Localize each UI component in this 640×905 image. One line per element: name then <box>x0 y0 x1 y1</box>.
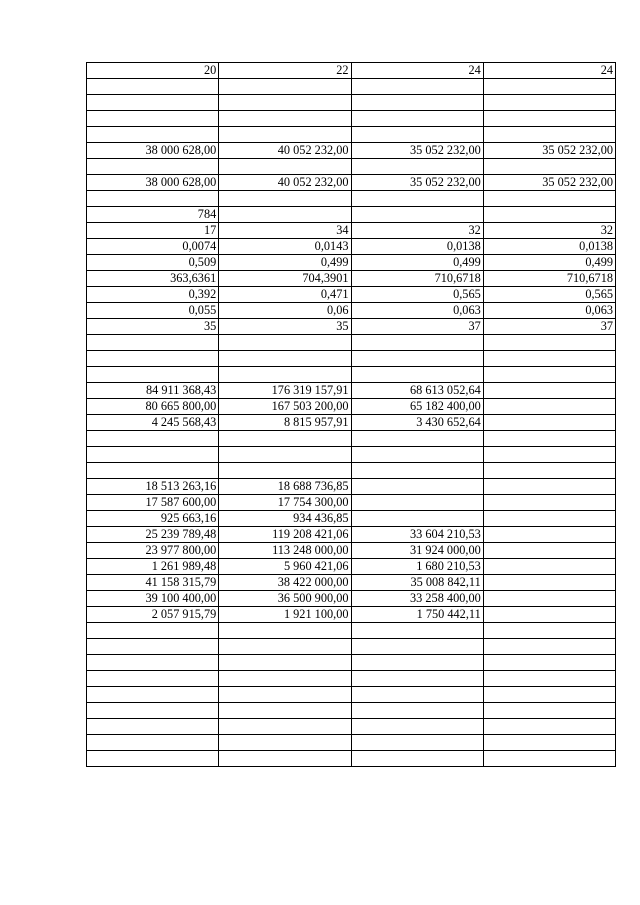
table-cell: 65 182 400,00 <box>351 399 483 415</box>
table-cell: 176 319 157,91 <box>219 383 351 399</box>
table-cell <box>219 95 351 111</box>
table-cell: 17 <box>87 223 219 239</box>
table-row <box>87 719 616 735</box>
table-cell: 0,0138 <box>351 239 483 255</box>
table-cell: 37 <box>351 319 483 335</box>
table-cell <box>483 671 615 687</box>
table-cell <box>483 559 615 575</box>
table-row <box>87 319 616 335</box>
table-cell <box>219 639 351 655</box>
table-cell <box>351 719 483 735</box>
table-cell <box>87 735 219 751</box>
table-row <box>87 527 616 543</box>
table-cell <box>87 79 219 95</box>
table-cell <box>483 703 615 719</box>
table-cell <box>87 127 219 143</box>
table-row <box>87 735 616 751</box>
table-cell: 32 <box>483 223 615 239</box>
table-cell: 24 <box>351 63 483 79</box>
table-cell: 113 248 000,00 <box>219 543 351 559</box>
table-cell: 0,499 <box>219 255 351 271</box>
table-row <box>87 463 616 479</box>
table-cell <box>351 511 483 527</box>
table-cell <box>87 95 219 111</box>
table-cell <box>87 703 219 719</box>
table-cell <box>483 399 615 415</box>
table-cell: 35 052 232,00 <box>483 175 615 191</box>
table-cell <box>219 111 351 127</box>
table-cell <box>219 751 351 767</box>
table-row <box>87 175 616 191</box>
table-row <box>87 239 616 255</box>
table-row <box>87 543 616 559</box>
table-cell <box>483 415 615 431</box>
table-cell <box>483 607 615 623</box>
table-cell <box>219 431 351 447</box>
table-cell <box>483 575 615 591</box>
table-cell <box>219 127 351 143</box>
table-cell: 119 208 421,06 <box>219 527 351 543</box>
table-cell: 925 663,16 <box>87 511 219 527</box>
table-cell: 363,6361 <box>87 271 219 287</box>
table-cell: 36 500 900,00 <box>219 591 351 607</box>
table-row <box>87 591 616 607</box>
table-cell <box>219 351 351 367</box>
table-cell: 8 815 957,91 <box>219 415 351 431</box>
table-cell: 23 977 800,00 <box>87 543 219 559</box>
table-cell <box>219 447 351 463</box>
table-row <box>87 335 616 351</box>
table-row <box>87 559 616 575</box>
table-cell <box>483 751 615 767</box>
table-cell <box>483 351 615 367</box>
table-row <box>87 79 616 95</box>
table-cell <box>87 191 219 207</box>
table-cell <box>351 159 483 175</box>
table-cell: 0,499 <box>483 255 615 271</box>
table-cell <box>87 655 219 671</box>
table-cell <box>483 383 615 399</box>
table-cell: 0,0143 <box>219 239 351 255</box>
table-cell <box>87 335 219 351</box>
table-row <box>87 111 616 127</box>
table-cell <box>351 207 483 223</box>
table-cell <box>351 671 483 687</box>
table-row <box>87 655 616 671</box>
table-cell <box>351 447 483 463</box>
table-cell: 20 <box>87 63 219 79</box>
table-cell: 0,0138 <box>483 239 615 255</box>
table-cell <box>351 351 483 367</box>
table-row <box>87 687 616 703</box>
table-cell <box>87 687 219 703</box>
table-cell <box>219 735 351 751</box>
table-row <box>87 127 616 143</box>
table-cell <box>87 623 219 639</box>
table-row <box>87 367 616 383</box>
table-cell <box>219 79 351 95</box>
table-cell <box>483 463 615 479</box>
table-cell <box>219 623 351 639</box>
table-cell: 1 261 989,48 <box>87 559 219 575</box>
table-cell <box>351 495 483 511</box>
table-cell: 18 513 263,16 <box>87 479 219 495</box>
table-cell <box>219 655 351 671</box>
table-cell <box>87 111 219 127</box>
table-cell: 33 258 400,00 <box>351 591 483 607</box>
table-cell <box>351 687 483 703</box>
table-row <box>87 143 616 159</box>
table-cell: 35 052 232,00 <box>351 175 483 191</box>
table-cell: 4 245 568,43 <box>87 415 219 431</box>
table-cell: 784 <box>87 207 219 223</box>
table-cell: 0,471 <box>219 287 351 303</box>
table-cell: 0,063 <box>483 303 615 319</box>
table-cell <box>483 655 615 671</box>
table-cell <box>483 111 615 127</box>
table-cell <box>351 735 483 751</box>
table-cell: 2 057 915,79 <box>87 607 219 623</box>
table-cell <box>483 591 615 607</box>
table-row <box>87 479 616 495</box>
table-cell: 18 688 736,85 <box>219 479 351 495</box>
table-row <box>87 287 616 303</box>
table-body <box>87 63 616 767</box>
table-cell: 3 430 652,64 <box>351 415 483 431</box>
table-cell <box>87 463 219 479</box>
table-cell: 68 613 052,64 <box>351 383 483 399</box>
table-cell: 34 <box>219 223 351 239</box>
table-cell <box>483 511 615 527</box>
table-cell: 0,0074 <box>87 239 219 255</box>
table-cell: 17 754 300,00 <box>219 495 351 511</box>
table-cell: 80 665 800,00 <box>87 399 219 415</box>
table-cell: 5 960 421,06 <box>219 559 351 575</box>
table-cell <box>351 335 483 351</box>
table-cell: 40 052 232,00 <box>219 175 351 191</box>
table-cell: 0,499 <box>351 255 483 271</box>
table-row <box>87 703 616 719</box>
table-cell: 0,565 <box>483 287 615 303</box>
table-cell: 38 422 000,00 <box>219 575 351 591</box>
table-row <box>87 751 616 767</box>
table-cell <box>483 719 615 735</box>
table-cell: 31 924 000,00 <box>351 543 483 559</box>
table-cell <box>219 687 351 703</box>
table-cell <box>351 751 483 767</box>
table-cell: 0,565 <box>351 287 483 303</box>
table-cell: 25 239 789,48 <box>87 527 219 543</box>
table-cell: 24 <box>483 63 615 79</box>
table-cell <box>483 367 615 383</box>
table-cell: 0,509 <box>87 255 219 271</box>
table-cell: 39 100 400,00 <box>87 591 219 607</box>
data-table <box>86 62 616 767</box>
table-row <box>87 383 616 399</box>
table-cell: 35 052 232,00 <box>483 143 615 159</box>
table-cell <box>87 351 219 367</box>
table-cell: 0,063 <box>351 303 483 319</box>
table-row <box>87 623 616 639</box>
table-cell <box>219 367 351 383</box>
table-cell <box>351 191 483 207</box>
table-row <box>87 399 616 415</box>
table-cell <box>351 127 483 143</box>
table-cell: 35 008 842,11 <box>351 575 483 591</box>
table-row <box>87 447 616 463</box>
table-cell <box>87 447 219 463</box>
table-row <box>87 271 616 287</box>
table-cell <box>87 719 219 735</box>
table-row <box>87 607 616 623</box>
table-cell <box>87 367 219 383</box>
table-cell <box>87 751 219 767</box>
table-row <box>87 415 616 431</box>
table-cell <box>351 431 483 447</box>
table-row <box>87 255 616 271</box>
table-cell <box>351 703 483 719</box>
table-cell <box>351 639 483 655</box>
table-cell <box>483 431 615 447</box>
table-cell <box>483 479 615 495</box>
table-row <box>87 159 616 175</box>
table-cell: 84 911 368,43 <box>87 383 219 399</box>
table-cell <box>351 367 483 383</box>
table-cell <box>483 639 615 655</box>
table-cell: 1 680 210,53 <box>351 559 483 575</box>
table-cell <box>483 623 615 639</box>
table-cell <box>483 447 615 463</box>
table-cell: 40 052 232,00 <box>219 143 351 159</box>
table-cell <box>219 191 351 207</box>
table-cell: 0,055 <box>87 303 219 319</box>
table-cell: 1 750 442,11 <box>351 607 483 623</box>
table-cell <box>87 159 219 175</box>
table-cell: 710,6718 <box>351 271 483 287</box>
table-cell <box>483 527 615 543</box>
table-cell: 1 921 100,00 <box>219 607 351 623</box>
table-cell: 17 587 600,00 <box>87 495 219 511</box>
table-row <box>87 431 616 447</box>
table-cell <box>483 543 615 559</box>
table-cell: 38 000 628,00 <box>87 175 219 191</box>
table-row <box>87 191 616 207</box>
table-cell <box>219 207 351 223</box>
table-cell <box>351 463 483 479</box>
table-cell <box>87 671 219 687</box>
table-row <box>87 575 616 591</box>
table-cell <box>219 335 351 351</box>
table-cell <box>219 463 351 479</box>
table-row <box>87 495 616 511</box>
table-cell <box>87 639 219 655</box>
table-cell <box>483 95 615 111</box>
table-row <box>87 303 616 319</box>
table-cell: 0,06 <box>219 303 351 319</box>
table-cell <box>483 735 615 751</box>
table-cell: 0,392 <box>87 287 219 303</box>
table-cell <box>351 111 483 127</box>
table-row <box>87 207 616 223</box>
table-cell <box>483 495 615 511</box>
table-cell: 32 <box>351 223 483 239</box>
table-cell <box>351 655 483 671</box>
table-cell <box>483 191 615 207</box>
table-cell: 35 <box>219 319 351 335</box>
table-cell: 33 604 210,53 <box>351 527 483 543</box>
table-row <box>87 671 616 687</box>
table-cell <box>483 159 615 175</box>
data-sheet <box>86 62 616 767</box>
table-cell <box>483 127 615 143</box>
table-cell: 22 <box>219 63 351 79</box>
table-cell <box>483 687 615 703</box>
table-cell: 41 158 315,79 <box>87 575 219 591</box>
table-cell <box>483 335 615 351</box>
table-cell <box>483 79 615 95</box>
table-cell: 167 503 200,00 <box>219 399 351 415</box>
table-row <box>87 223 616 239</box>
table-cell: 37 <box>483 319 615 335</box>
table-cell <box>483 207 615 223</box>
table-cell <box>219 719 351 735</box>
table-cell <box>219 703 351 719</box>
table-cell <box>351 479 483 495</box>
table-row <box>87 351 616 367</box>
table-row <box>87 95 616 111</box>
table-cell <box>219 159 351 175</box>
table-cell: 710,6718 <box>483 271 615 287</box>
table-cell: 38 000 628,00 <box>87 143 219 159</box>
table-cell <box>351 79 483 95</box>
table-cell: 35 <box>87 319 219 335</box>
table-cell <box>351 623 483 639</box>
table-cell <box>87 431 219 447</box>
table-row <box>87 63 616 79</box>
table-cell <box>351 95 483 111</box>
table-cell: 934 436,85 <box>219 511 351 527</box>
table-cell <box>219 671 351 687</box>
table-row <box>87 639 616 655</box>
table-cell: 35 052 232,00 <box>351 143 483 159</box>
table-row <box>87 511 616 527</box>
table-cell: 704,3901 <box>219 271 351 287</box>
